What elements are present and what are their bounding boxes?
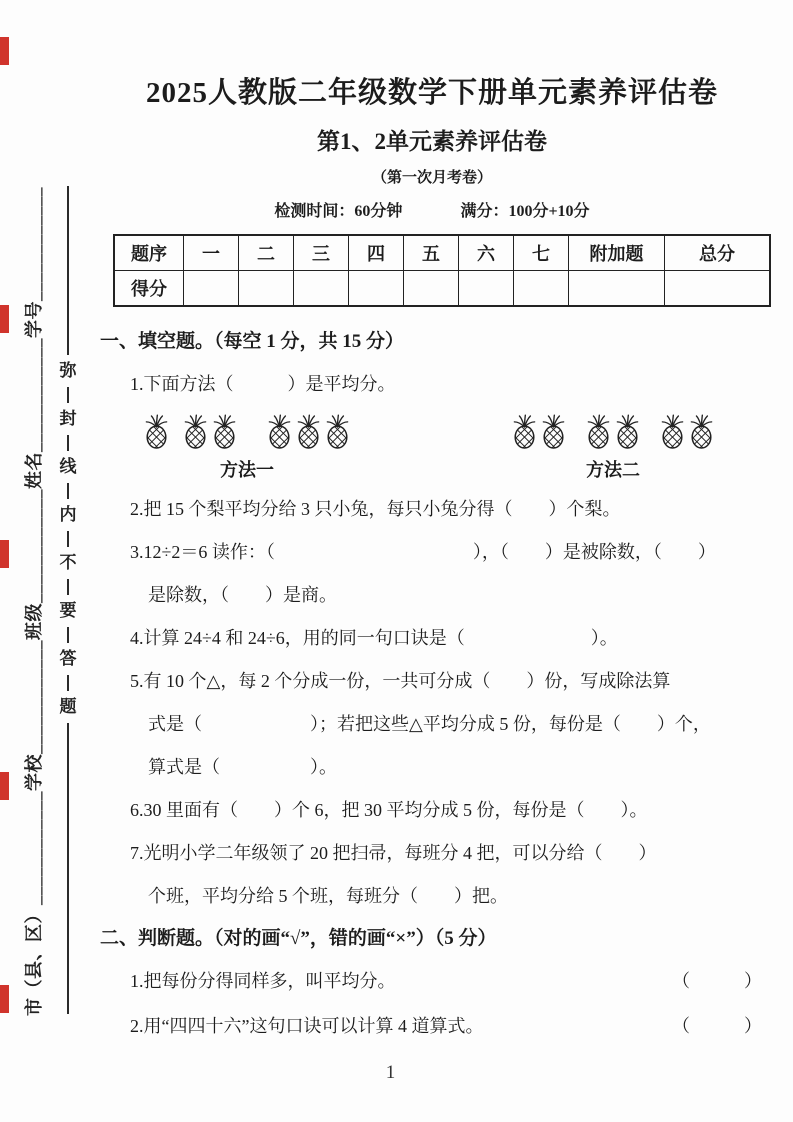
- section2-heading: 二、判断题。（对的画“√”，错的画“×”）（5 分）: [100, 928, 497, 949]
- exam-content: [96, 58, 768, 1058]
- pineapple-icon: [585, 414, 612, 450]
- seal-char: 封: [59, 408, 77, 428]
- question-3-line1: 3.12÷2＝6 读作：（ ），（ ）是被除数，（ ）: [130, 542, 716, 562]
- exam-subtitle: 第1、2单元素养评估卷: [317, 129, 547, 154]
- seal-char: 要: [59, 600, 77, 620]
- pineapple-icon: [688, 414, 715, 450]
- page-title: 2025人教版二年级数学下册单元素养评估卷: [145, 77, 718, 109]
- pineapple-group: [584, 414, 642, 450]
- pineapple-group: [658, 414, 716, 450]
- question-4: 4.计算 24÷4 和 24÷6，用的同一句口诀是（ ）。: [130, 628, 618, 648]
- pineapple-icon: [182, 414, 209, 450]
- score-table-header-cell: 二: [239, 235, 294, 271]
- score-table-header-cell: 四: [349, 235, 404, 271]
- seal-char: 内: [59, 504, 77, 524]
- score-table-header-cell: 一: [184, 235, 239, 271]
- judge-question-2: [96, 1013, 762, 1039]
- score-table-score-row: [114, 271, 770, 307]
- pineapple-group: [181, 414, 239, 450]
- score-table: [113, 234, 771, 307]
- section1-heading: 一、填空题。（每空 1 分，共 15 分）: [100, 331, 405, 352]
- question-7-line2: 个班，平均分给 5 个班，每班分（ ）把。: [148, 886, 508, 906]
- seal-line: [57, 186, 79, 1014]
- method1-pineapples: [142, 414, 352, 450]
- score-table-header-cell: 附加题: [569, 235, 665, 271]
- judge-1-text: 1.把每份分得同样多，叫平均分。: [130, 971, 396, 991]
- red-edge-mark: [0, 772, 9, 800]
- score-empty-cell: [239, 271, 294, 307]
- score-empty-cell: [184, 271, 239, 307]
- judge-question-1: [96, 968, 762, 994]
- judge-1-answer-bracket: （ ）: [672, 971, 762, 991]
- pineapple-icon: [540, 414, 567, 450]
- score-table-header-row: [114, 235, 770, 271]
- pineapple-figure: [142, 414, 768, 482]
- red-edge-mark: [0, 305, 9, 333]
- pineapple-icon: [324, 414, 351, 450]
- student-info-fields: 市（县、区）____________学校____________班级____________姓名____________学号____________: [24, 187, 44, 1016]
- question-5-line3: 算式是（ ）。: [148, 757, 337, 777]
- pineapple-icon: [266, 414, 293, 450]
- seal-char: 答: [59, 648, 77, 668]
- red-edge-mark: [0, 985, 9, 1013]
- score-row-label: 得分: [114, 271, 184, 307]
- score-table-header-cell: 总分: [665, 235, 771, 271]
- seal-char: 线: [59, 456, 77, 476]
- exam-meta: [96, 198, 768, 221]
- question-5-line2: 式是（ ）；若把这些△平均分成 5 份，每份是（ ）个，: [148, 714, 711, 734]
- method2-label: 方法二: [586, 460, 640, 480]
- method1-cluster: [142, 414, 352, 482]
- question-5-line1: 5.有 10 个△，每 2 个分成一份，一共可分成（ ）份，写成除法算: [130, 671, 671, 691]
- score-table-header-cell: 七: [514, 235, 569, 271]
- seal-char: 不: [59, 552, 77, 572]
- pineapple-group: [510, 414, 568, 450]
- question-7-line1: 7.光明小学二年级领了 20 把扫帚，每班分 4 把，可以分给（ ）: [130, 843, 657, 863]
- score-table-header-cell: 三: [294, 235, 349, 271]
- pineapple-icon: [211, 414, 238, 450]
- judge-2-text: 2.用“四四十六”这句口诀可以计算 4 道算式。: [130, 1016, 484, 1036]
- pineapple-icon: [511, 414, 538, 450]
- exam-round-label: （第一次月考卷）: [371, 170, 492, 186]
- score-empty-cell: [404, 271, 459, 307]
- score-empty-cell: [569, 271, 665, 307]
- pineapple-group: [142, 414, 171, 450]
- red-edge-mark: [0, 37, 9, 65]
- method1-label: 方法一: [220, 460, 274, 480]
- red-edge-mark: [0, 540, 9, 568]
- seal-char: 题: [59, 696, 77, 716]
- seal-char: 弥: [59, 360, 77, 380]
- question-1: 1.下面方法（ ）是平均分。: [130, 374, 396, 394]
- score-empty-cell: [514, 271, 569, 307]
- question-6: 6.30 里面有（ ）个 6，把 30 平均分成 5 份，每份是（ ）。: [130, 800, 648, 820]
- score-empty-cell: [349, 271, 404, 307]
- score-empty-cell: [665, 271, 771, 307]
- method2-cluster: [510, 414, 716, 482]
- score-empty-cell: [459, 271, 514, 307]
- pineapple-icon: [614, 414, 641, 450]
- method2-pineapples: [510, 414, 716, 450]
- full-score-label: 满分：100分+10分: [460, 203, 590, 220]
- score-table-header-cell: 题序: [114, 235, 184, 271]
- question-2: 2.把 15 个梨平均分给 3 只小兔，每只小兔分得（ ）个梨。: [130, 499, 621, 519]
- score-table-header-cell: 五: [404, 235, 459, 271]
- question-3-line2: 是除数，（ ）是商。: [148, 585, 337, 605]
- score-table-header-cell: 六: [459, 235, 514, 271]
- judge-2-answer-bracket: （ ）: [672, 1016, 762, 1036]
- pineapple-icon: [143, 414, 170, 450]
- pineapple-icon: [295, 414, 322, 450]
- page-number: 1: [385, 1062, 396, 1083]
- pineapple-group: [265, 414, 352, 450]
- time-limit-label: 检测时间：60分钟: [274, 203, 403, 220]
- score-empty-cell: [294, 271, 349, 307]
- pineapple-icon: [659, 414, 686, 450]
